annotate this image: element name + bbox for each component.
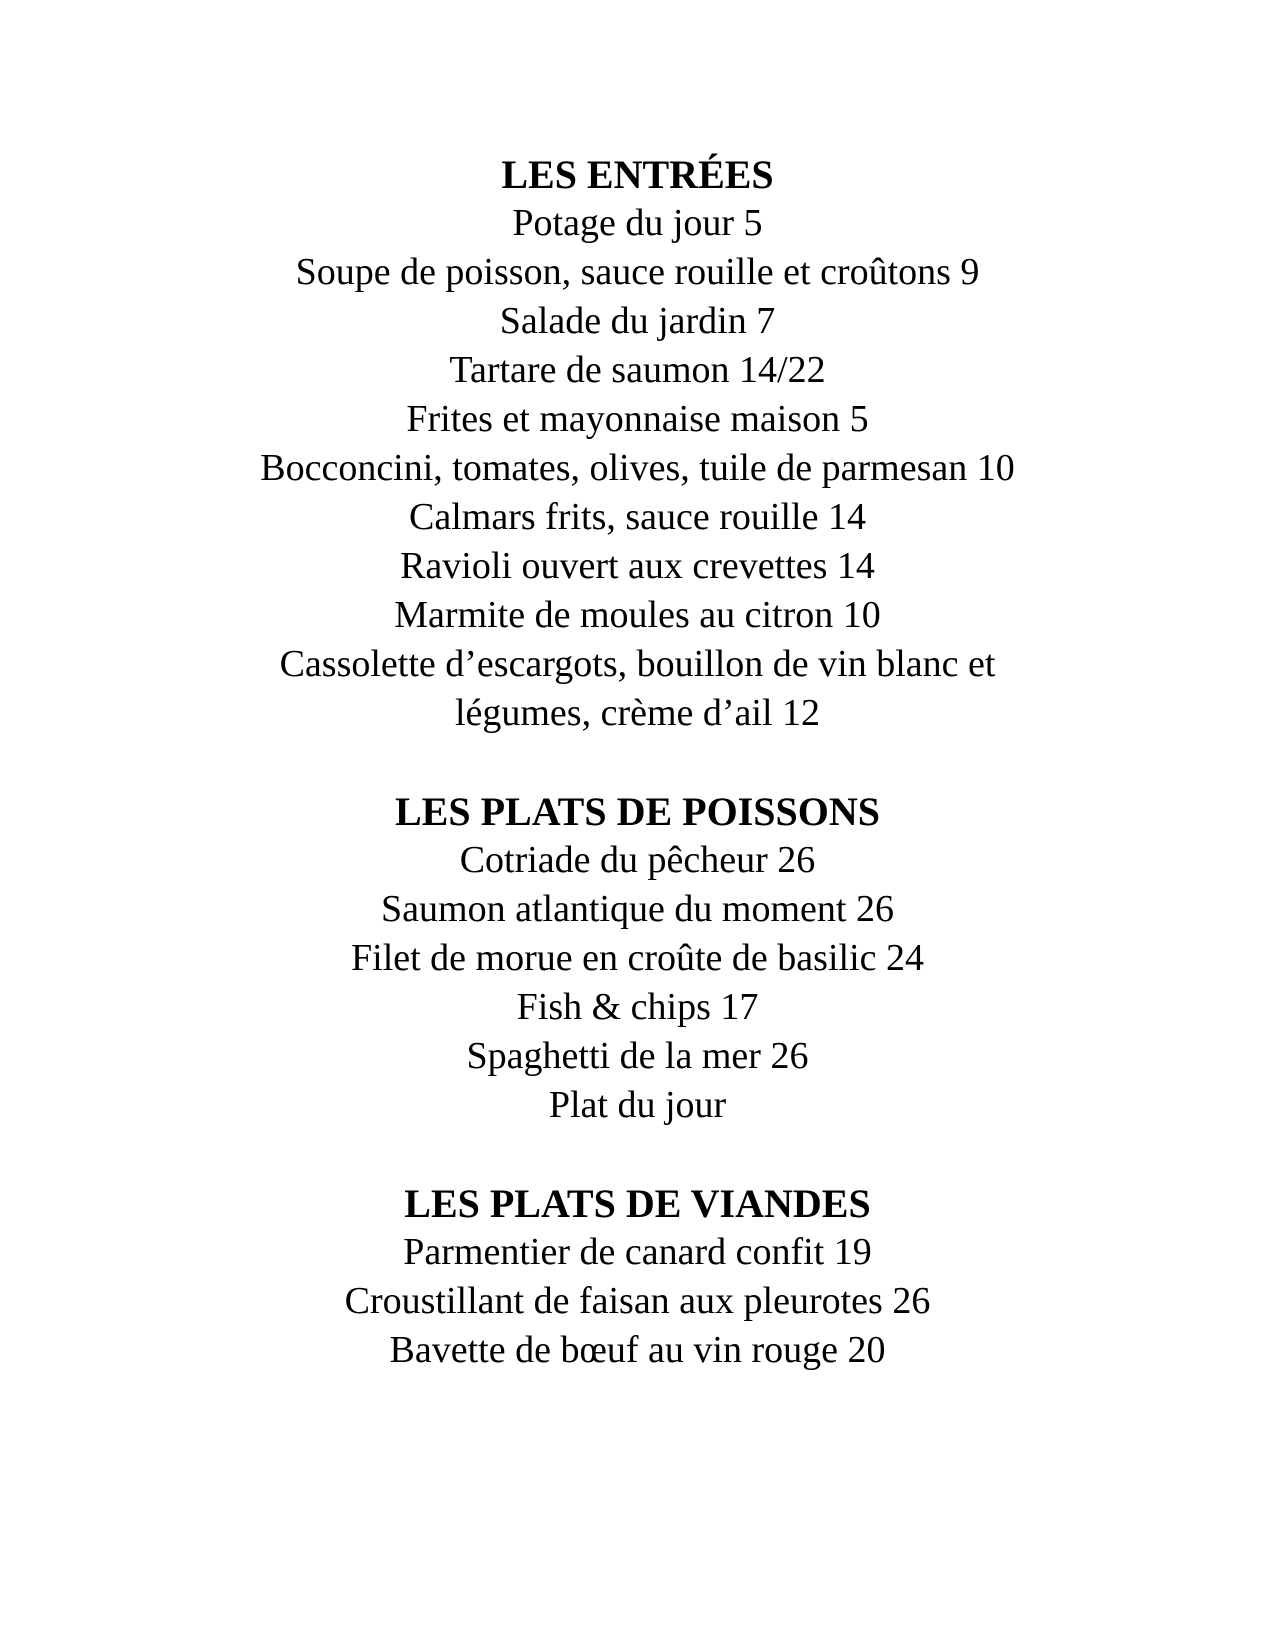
- section-entrees: [0, 150, 1275, 738]
- menu-item: Cassolette d’escargots, bouillon de vin blanc et légumes, crème d’ail 12: [279, 643, 996, 734]
- menu-item: Saumon atlantique du moment 26: [381, 888, 894, 930]
- menu-item: Bavette de bœuf au vin rouge 20: [389, 1329, 886, 1371]
- menu-item: Bocconcini, tomates, olives, tuile de parmesan 10: [260, 447, 1015, 489]
- menu-content: [0, 150, 1275, 1375]
- plats-viandes-list: [0, 1228, 1275, 1375]
- section-title-entrees: LES ENTRÉES: [501, 152, 774, 197]
- plats-poissons-list: [0, 836, 1275, 1130]
- menu-item: Cotriade du pêcheur 26: [459, 839, 816, 881]
- menu-item: Calmars frits, sauce rouille 14: [409, 496, 866, 538]
- menu-item: Frites et mayonnaise maison 5: [406, 398, 869, 440]
- menu-item: Croustillant de faisan aux pleurotes 26: [344, 1280, 931, 1322]
- section-plats-viandes: [0, 1179, 1275, 1375]
- menu-item: Marmite de moules au citron 10: [394, 594, 881, 636]
- menu-item: Parmentier de canard confit 19: [403, 1231, 872, 1273]
- menu-item: Spaghetti de la mer 26: [466, 1035, 809, 1077]
- menu-item: Ravioli ouvert aux crevettes 14: [400, 545, 875, 587]
- menu-item: Fish & chips 17: [516, 986, 759, 1028]
- menu-item: Potage du jour 5: [512, 202, 763, 244]
- menu-item: Filet de morue en croûte de basilic 24: [351, 937, 924, 979]
- section-title-plats-poissons: LES PLATS DE POISSONS: [395, 789, 880, 834]
- menu-item: Salade du jardin 7: [499, 300, 776, 342]
- menu-item: Tartare de saumon 14/22: [449, 349, 826, 391]
- menu-item: Plat du jour: [548, 1084, 727, 1126]
- section-title-plats-viandes: LES PLATS DE VIANDES: [404, 1181, 871, 1226]
- entrees-list: [0, 199, 1275, 738]
- menu-item: Soupe de poisson, sauce rouille et croûtons 9: [295, 251, 980, 293]
- section-plats-poissons: [0, 787, 1275, 1130]
